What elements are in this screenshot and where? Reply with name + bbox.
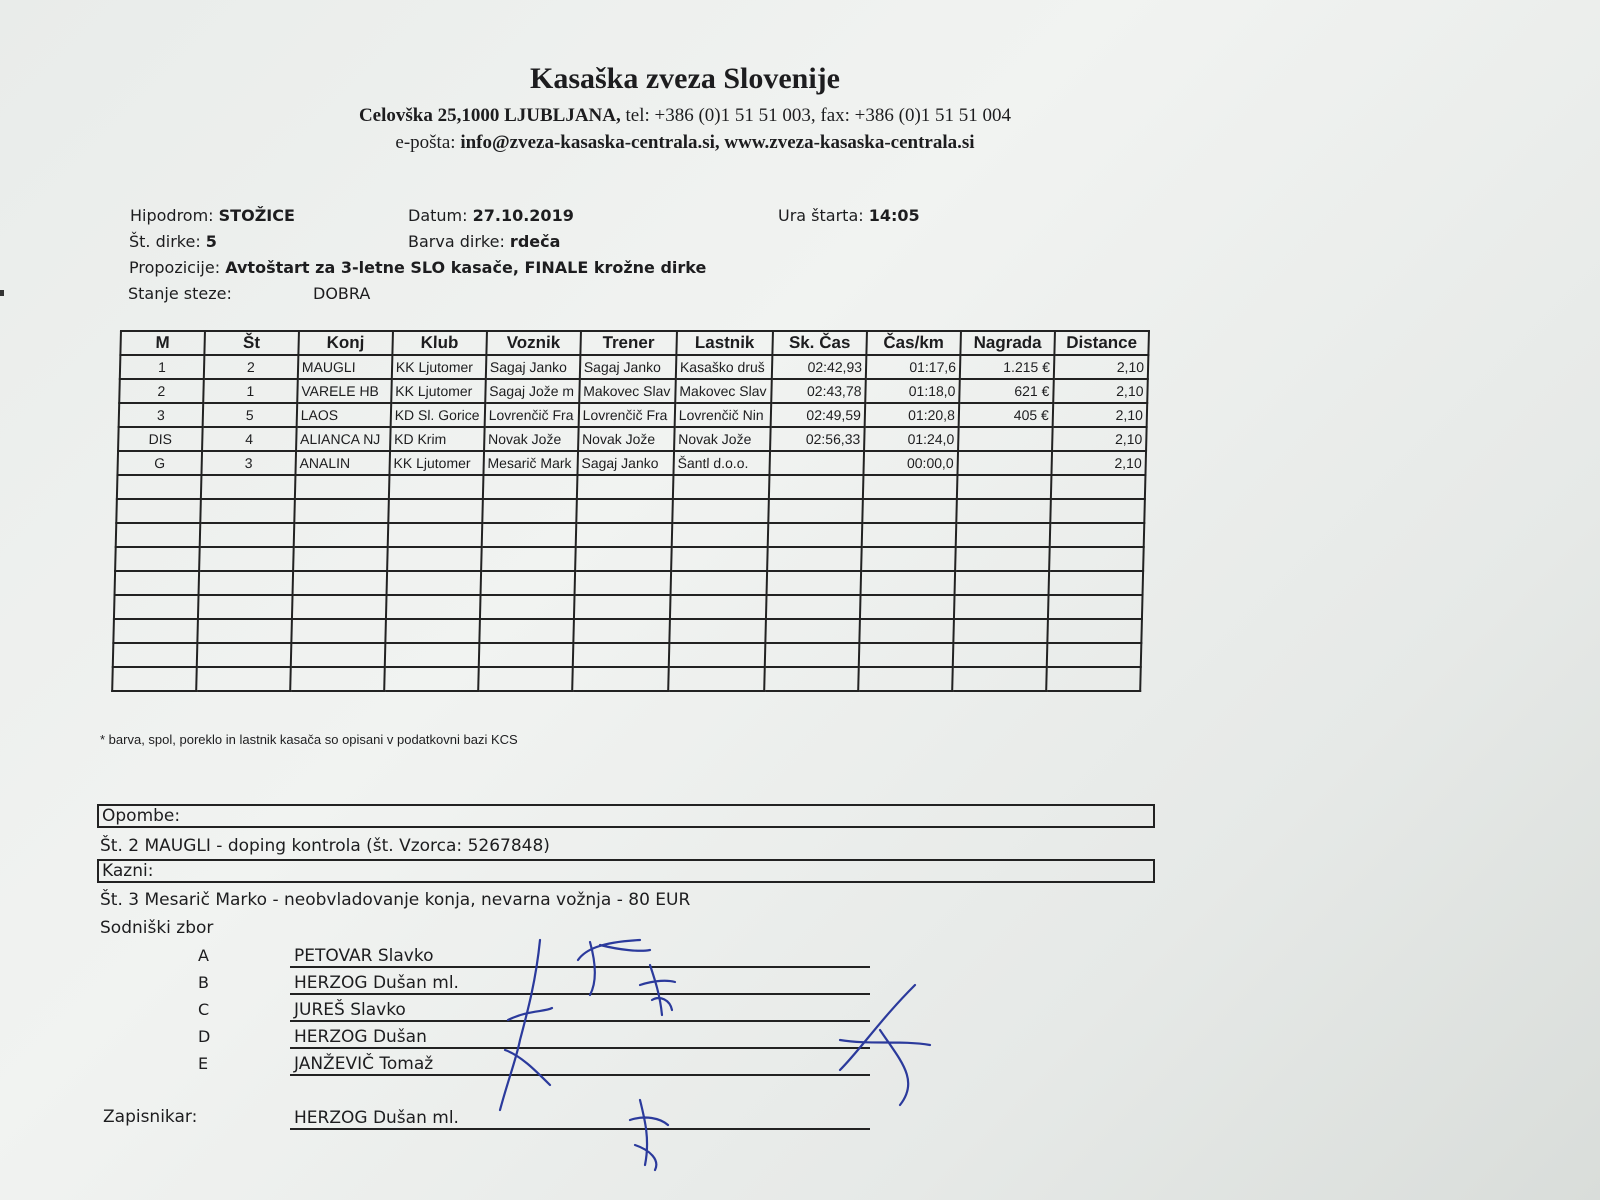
judge-name: HERZOG Dušan ml. (294, 973, 459, 993)
judge-name: JANŽEVIČ Tomaž (294, 1054, 434, 1074)
table-cell: 1.215 € (960, 355, 1055, 379)
table-cell: G (117, 451, 201, 475)
col-header: Št (204, 331, 299, 355)
table-cell: LAOS (296, 403, 391, 427)
table-cell: 00:00,0 (863, 451, 958, 475)
table-cell: VARELE HB (297, 379, 392, 403)
judge-name: PETOVAR Slavko (294, 946, 434, 966)
table-cell: Kasaško druš (676, 355, 773, 379)
signature-d (840, 985, 930, 1105)
zapisnikar-name: HERZOG Dušan ml. (294, 1108, 459, 1128)
datum-label: Datum: (408, 206, 473, 225)
judge-letter: A (198, 946, 209, 965)
table-cell: Makovec Slav (675, 379, 772, 403)
table-cell: 405 € (959, 403, 1054, 427)
table-cell: ANALIN (295, 451, 390, 475)
judge-letter: E (198, 1054, 209, 1073)
table-cell: DIS (118, 427, 202, 451)
hipodrom-value: STOŽICE (218, 206, 295, 225)
opombe-text: Št. 2 MAUGLI - doping kontrola (št. Vzorca: 5267848) (100, 836, 550, 856)
table-cell: 01:18,0 (865, 379, 960, 403)
col-header: Distance (1054, 331, 1149, 355)
propozicije-label: Propozicije: (129, 258, 226, 277)
col-header: Voznik (486, 331, 581, 355)
table-cell: 1 (203, 379, 298, 403)
kazni-label: Kazni: (102, 861, 154, 881)
table-cell: 5 (202, 403, 297, 427)
table-cell: 1 (120, 355, 204, 379)
dirka-value: 5 (205, 232, 217, 251)
table-cell: 2 (119, 379, 203, 403)
kazni-text: Št. 3 Mesarič Marko - neobvladovanje konja, nevarna vožnja - 80 EUR (100, 890, 691, 910)
barva-value: rdeča (509, 232, 561, 251)
table-cell: Mesarič Mark (483, 451, 578, 475)
table-cell: KK Ljutomer (391, 379, 486, 403)
table-cell: KD Sl. Gorice (390, 403, 485, 427)
table-cell: 01:20,8 (865, 403, 960, 427)
hipodrom-label: Hipodrom: (130, 206, 219, 225)
col-header: Klub (392, 331, 487, 355)
signature-c (640, 965, 675, 1015)
table-cell: KK Ljutomer (389, 451, 484, 475)
barva-label: Barva dirke: (408, 232, 510, 251)
table-cell: 621 € (959, 379, 1054, 403)
email-web: info@zveza-kasaska-centrala.si, www.zveza-kasaska-centrala.si (460, 132, 975, 153)
table-cell: 02:56,33 (770, 427, 865, 451)
col-header: Nagrada (960, 331, 1055, 355)
datum-value: 27.10.2019 (472, 206, 574, 225)
table-cell: Sagaj Janko (580, 355, 677, 379)
table-cell: 2,10 (1053, 379, 1148, 403)
table-cell: Sagaj Jože m (485, 379, 580, 403)
signature-b (578, 940, 650, 995)
ura-value: 14:05 (868, 206, 920, 225)
propozicije-value: Avtoštart za 3-letne SLO kasače, FINALE krožne dirke (225, 258, 707, 277)
table-cell: Lovrenčič Fra (578, 403, 675, 427)
table-cell: 3 (201, 451, 296, 475)
dirka-label: Št. dirke: (129, 232, 206, 251)
col-header: Čas/km (866, 331, 961, 355)
table-cell: Lovrenčič Nin (675, 403, 772, 427)
footnote: * barva, spol, poreklo in lastnik kasača so opisani v podatkovni bazi KCS (100, 732, 518, 747)
organization-title: Kasaška zveza Slovenije (530, 62, 840, 95)
table-cell: Lovrenčič Fra (484, 403, 579, 427)
table-cell: Novak Jože (578, 427, 675, 451)
table-cell: Novak Jože (484, 427, 579, 451)
table-cell: 02:49,59 (771, 403, 866, 427)
col-header: Lastnik (676, 331, 773, 355)
judge-letter: C (198, 1000, 210, 1019)
col-header: Konj (298, 331, 393, 355)
table-cell: 02:42,93 (772, 355, 867, 379)
table-cell: 01:17,6 (866, 355, 961, 379)
ura-label: Ura štarta: (778, 206, 869, 225)
signature-a (500, 940, 552, 1110)
judge-name: HERZOG Dušan (294, 1027, 427, 1047)
zapisnikar-label: Zapisnikar: (103, 1107, 198, 1127)
table-cell: Novak Jože (674, 427, 771, 451)
sodniski-label: Sodniški zbor (100, 918, 214, 938)
judge-letter: B (198, 973, 209, 992)
table-cell: 02:43,78 (771, 379, 866, 403)
table-cell: 2,10 (1053, 403, 1148, 427)
col-header: M (120, 331, 204, 355)
table-cell: 4 (202, 427, 297, 451)
table-cell: MAUGLI (298, 355, 393, 379)
judge-name: JUREŠ Slavko (294, 1000, 406, 1020)
judge-letter: D (198, 1027, 211, 1046)
table-cell: 2,10 (1054, 355, 1149, 379)
table-cell: 3 (119, 403, 203, 427)
stanje-label: Stanje steze: (128, 284, 232, 303)
table-cell: 2,10 (1052, 427, 1147, 451)
table-cell: KD Krim (390, 427, 485, 451)
table-cell: 2,10 (1051, 451, 1146, 475)
signature-e (630, 1100, 668, 1170)
table-cell: ALIANCA NJ (296, 427, 391, 451)
address-rest: tel: +386 (0)1 51 51 003, fax: +386 (0)1 51 51 004 (620, 105, 1012, 126)
table-cell: 2 (204, 355, 299, 379)
table-cell: Sagaj Janko (577, 451, 674, 475)
table-cell: 01:24,0 (864, 427, 959, 451)
email-label: e-pošta: (395, 132, 461, 153)
opombe-label: Opombe: (102, 806, 181, 826)
table-cell: KK Ljutomer (392, 355, 487, 379)
stanje-value: DOBRA (313, 284, 371, 303)
address-bold: Celovška 25,1000 LJUBLJANA, (358, 105, 621, 126)
table-cell: Makovec Slav (579, 379, 676, 403)
table-cell: Sagaj Janko (486, 355, 581, 379)
col-header: Sk. Čas (772, 331, 867, 355)
table-cell: Šantl d.o.o. (673, 451, 770, 475)
col-header: Trener (580, 331, 677, 355)
